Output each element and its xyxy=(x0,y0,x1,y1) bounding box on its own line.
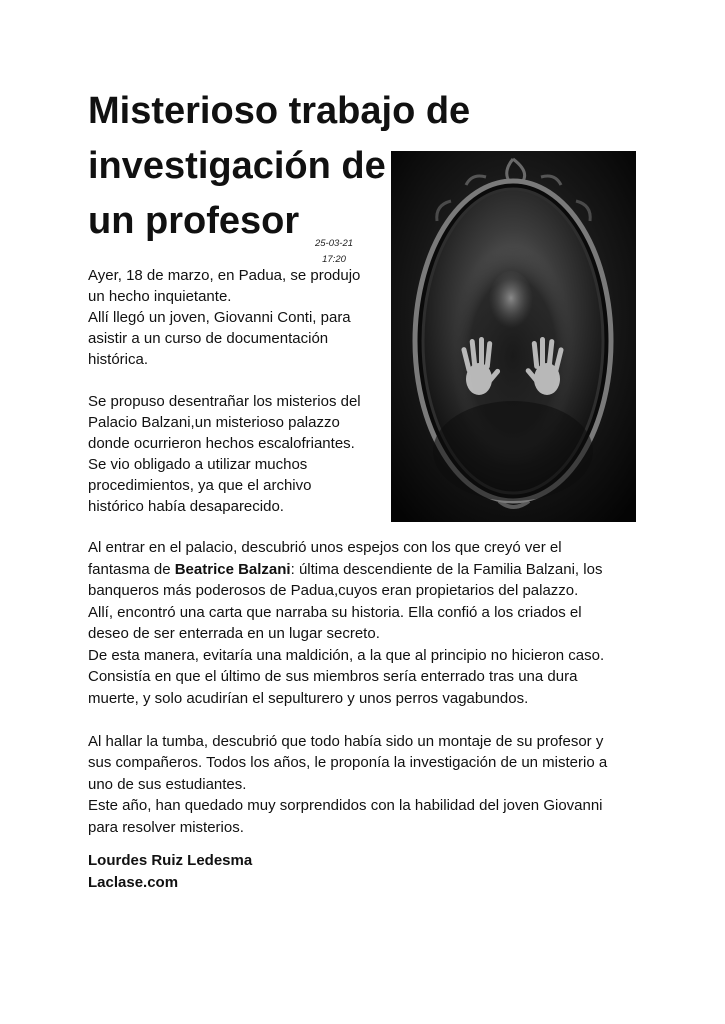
lead-line: Se vio obligado a utilizar muchos xyxy=(88,456,308,473)
body-line: Este año, han quedado muy sorprendidos con la habilidad del joven Giovanni xyxy=(88,797,603,814)
body-text: fantasma de xyxy=(88,560,175,578)
body-line: muerte, y solo acudirían el sepulturero y unos perros vagabundos. xyxy=(88,689,529,707)
lead-line: un hecho inquietante. xyxy=(88,288,232,305)
lead-line: Palacio Balzani,un misterioso palazzo xyxy=(88,414,340,431)
lead-line: donde ocurrieron hechos escalofriantes. xyxy=(88,435,355,452)
author-name: Lourdes Ruiz Ledesma xyxy=(88,852,253,869)
body-line: deseo de ser enterrada en un lugar secreto. xyxy=(88,625,380,642)
body-line: uno de sus estudiantes. xyxy=(88,775,247,793)
body-line: De esta manera, evitaría una maldición, a la que al principio no hicieron caso. xyxy=(88,646,605,664)
lead-line: histórico había desaparecido. xyxy=(88,498,284,515)
mirror-illustration xyxy=(391,151,636,522)
body-line: Al entrar en el palacio, descubrió unos espejos con los que creyó ver el xyxy=(88,539,562,556)
byline xyxy=(88,850,252,894)
body-line: Allí, encontró una carta que narraba su historia. Ella confió a los criados el xyxy=(88,603,582,621)
haunted-mirror-photo xyxy=(391,151,636,522)
lead-line: Se propuso desentrañar los misterios del xyxy=(88,393,361,410)
lead-line: asistir a un curso de documentación xyxy=(88,330,329,347)
publication-date: 25-03-21 xyxy=(314,238,354,249)
lead-line: histórica. xyxy=(88,351,149,368)
publication-datetime xyxy=(306,236,362,268)
body-line-with-name xyxy=(88,559,648,581)
title-line: un profesor xyxy=(88,200,300,242)
paragraph-gap xyxy=(88,709,648,731)
paragraph-gap xyxy=(88,370,388,391)
lead-line: procedimientos, ya que el archivo xyxy=(88,477,312,494)
highlighted-name: Beatrice Balzani xyxy=(174,560,291,578)
title-line: Misterioso trabajo de xyxy=(88,90,471,132)
lead-line: Ayer, 18 de marzo, en Padua, se produjo xyxy=(88,267,361,284)
lead-line: Allí llegó un joven, Giovanni Conti, para xyxy=(88,309,351,326)
body-line: banqueros más poderosos de Padua,cuyos eran propietarios del palazzo. xyxy=(88,582,579,599)
article-body xyxy=(88,537,648,838)
lead-paragraphs xyxy=(88,265,388,517)
body-line: para resolver misterios. xyxy=(88,818,244,836)
article-title xyxy=(88,84,471,249)
site-name: Laclase.com xyxy=(88,874,179,891)
title-line: investigación de xyxy=(88,145,386,187)
body-line: sus compañeros. Todos los años, le proponía la investigación de un misterio a xyxy=(88,754,608,771)
body-line: Al hallar la tumba, descubrió que todo había sido un montaje de su profesor y xyxy=(88,732,604,750)
body-line: Consistía en que el último de sus miembros sería enterrado tras una dura xyxy=(88,668,578,685)
publication-time: 17:20 xyxy=(322,254,346,265)
body-text: : última descendiente de la Familia Balzani, los xyxy=(290,560,603,578)
